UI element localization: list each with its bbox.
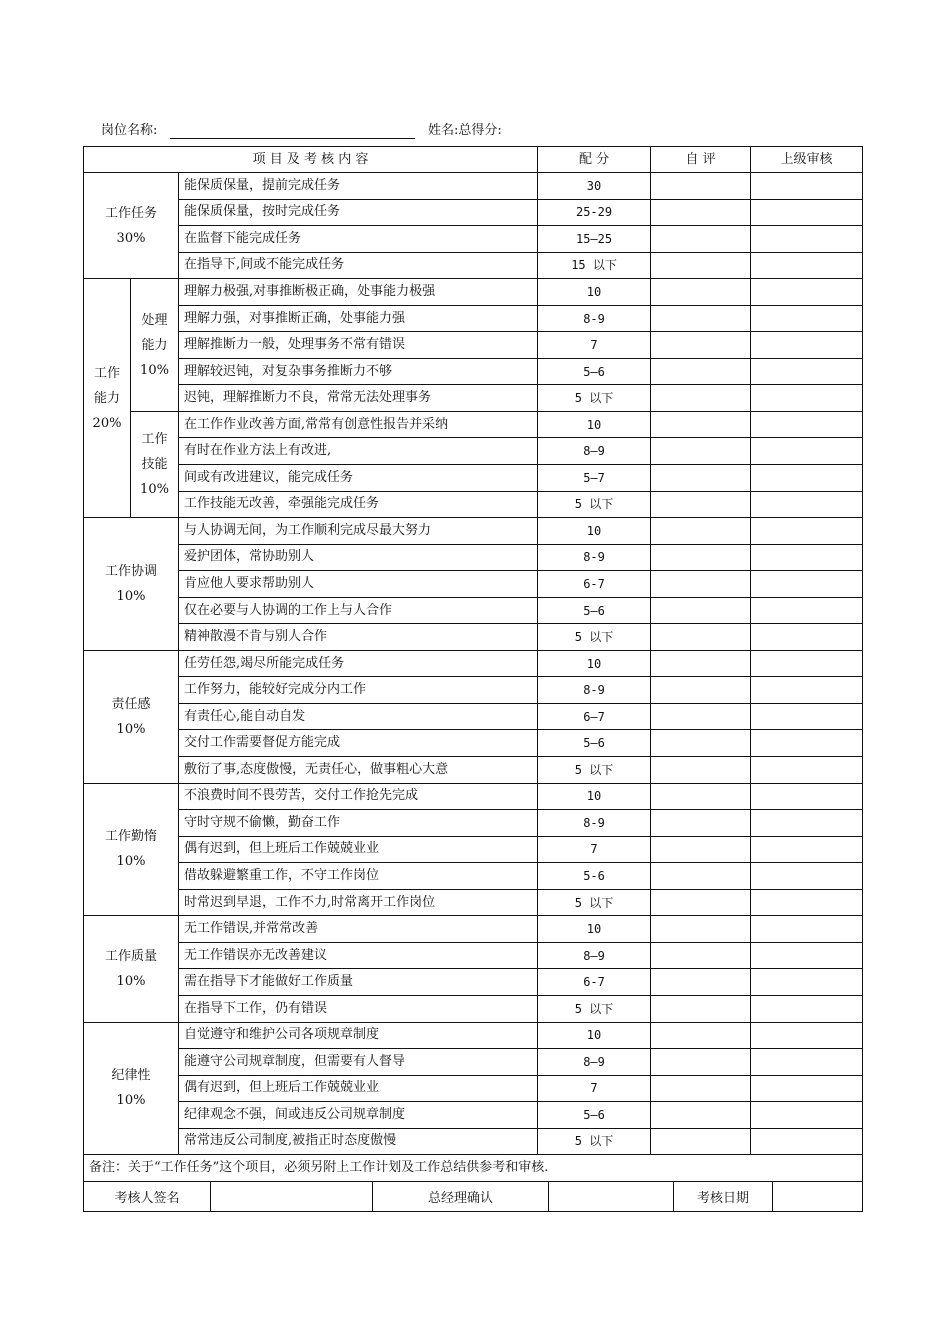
score-range: 5 以下 (538, 491, 651, 518)
table-row (84, 173, 863, 200)
criterion-text: 不浪费时间不畏劳苦，交付工作抢先完成 (179, 783, 538, 810)
score-range: 25-29 (538, 199, 651, 226)
supervisor-review-cell[interactable] (751, 1049, 863, 1076)
criterion-text: 守时守规不偷懒，勤奋工作 (179, 810, 538, 837)
assessor-sign-field[interactable] (211, 1182, 373, 1212)
score-range: 15—25 (538, 226, 651, 253)
criterion-text: 时常迟到早退，工作不力,时常离开工作岗位 (179, 889, 538, 916)
header-score: 配 分 (538, 147, 651, 173)
signature-row (84, 1182, 863, 1212)
supervisor-review-cell[interactable] (751, 757, 863, 784)
score-range: 15 以下 (538, 252, 651, 279)
score-range: 6-7 (538, 571, 651, 598)
subcategory-skill (131, 411, 179, 517)
criterion-text: 偶有迟到，但上班后工作兢兢业业 (179, 836, 538, 863)
supervisor-review-cell[interactable] (751, 889, 863, 916)
table-row (84, 332, 863, 359)
category-responsibility-text: 10% (116, 721, 146, 737)
supervisor-review-cell[interactable] (751, 571, 863, 598)
score-range: 8—9 (538, 1049, 651, 1076)
table-header-row (84, 147, 863, 173)
subcategory-handling-text: 10% (140, 362, 169, 378)
category-coordination (84, 518, 179, 651)
category-quality-text: 工作质量 (104, 948, 157, 964)
position-name-underline (170, 138, 415, 139)
table-row (84, 252, 863, 279)
supervisor-review-cell[interactable] (751, 173, 863, 200)
supervisor-review-cell[interactable] (751, 252, 863, 279)
criterion-text: 与人协调无间，为工作顺利完成尽最大努力 (179, 518, 538, 545)
table-row (84, 279, 863, 306)
self-eval-cell[interactable] (651, 571, 751, 598)
criterion-text: 在指导下,间或不能完成任务 (179, 252, 538, 279)
supervisor-review-cell[interactable] (751, 465, 863, 492)
category-discipline-text: 10% (116, 1093, 146, 1109)
gm-confirm-label: 总经理确认 (373, 1182, 549, 1212)
score-range: 7 (538, 1075, 651, 1102)
category-ability-text: 能力 (93, 390, 120, 406)
score-range: 10 (538, 916, 651, 943)
table-row (84, 889, 863, 916)
score-range: 5 以下 (538, 889, 651, 916)
table-row (84, 465, 863, 492)
signature-table (83, 1181, 863, 1212)
category-coordination-text: 工作协调 (104, 563, 157, 579)
criterion-text: 理解较迟钝，对复杂事务推断力不够 (179, 358, 538, 385)
table-row (84, 438, 863, 465)
table-row (84, 597, 863, 624)
criterion-text: 无工作错误,并常常改善 (179, 916, 538, 943)
position-name-label: 岗位名称: (101, 123, 158, 138)
table-row (84, 916, 863, 943)
table-row (84, 730, 863, 757)
self-eval-cell[interactable] (651, 730, 751, 757)
supervisor-review-cell[interactable] (751, 836, 863, 863)
criterion-text: 理解推断力一般，处理事务不常有错误 (179, 332, 538, 359)
self-eval-cell[interactable] (651, 677, 751, 704)
supervisor-review-cell[interactable] (751, 863, 863, 890)
self-eval-cell[interactable] (651, 624, 751, 651)
criterion-text: 交付工作需要督促方能完成 (179, 730, 538, 757)
self-eval-cell[interactable] (651, 916, 751, 943)
self-eval-cell[interactable] (651, 889, 751, 916)
supervisor-review-cell[interactable] (751, 703, 863, 730)
supervisor-review-cell[interactable] (751, 491, 863, 518)
criterion-text: 肯应他人要求帮助别人 (179, 571, 538, 598)
supervisor-review-cell[interactable] (751, 438, 863, 465)
score-range: 6-7 (538, 969, 651, 996)
table-row (84, 544, 863, 571)
assess-date-label: 考核日期 (674, 1182, 773, 1212)
category-discipline-text: 纪律性 (111, 1068, 151, 1084)
category-task-text: 工作任务 (104, 205, 157, 221)
supervisor-review-cell[interactable] (751, 916, 863, 943)
score-range: 10 (538, 783, 651, 810)
score-range: 8—9 (538, 942, 651, 969)
table-row (84, 624, 863, 651)
score-range: 8-9 (538, 677, 651, 704)
self-eval-cell[interactable] (651, 1102, 751, 1129)
criterion-text: 工作技能无改善，牵强能完成任务 (179, 491, 538, 518)
criterion-text: 无工作错误亦无改善建议 (179, 942, 538, 969)
supervisor-review-cell[interactable] (751, 1102, 863, 1129)
score-range: 10 (538, 1022, 651, 1049)
subcategory-handling-text: 能力 (141, 337, 168, 353)
criterion-text: 任劳任怨,竭尽所能完成任务 (179, 650, 538, 677)
score-range: 5 以下 (538, 1128, 651, 1155)
subcategory-handling-text: 处理 (141, 312, 168, 328)
supervisor-review-cell[interactable] (751, 969, 863, 996)
table-row (84, 969, 863, 996)
score-range: 5 以下 (538, 995, 651, 1022)
self-eval-cell[interactable] (651, 518, 751, 545)
table-row (84, 1128, 863, 1155)
note-text: 备注：关于“工作任务”这个项目，必须另附上工作计划及工作总结供参考和审核. (84, 1155, 863, 1182)
table-row (84, 1049, 863, 1076)
criterion-text: 理解力极强,对事推断极正确，处事能力极强 (179, 279, 538, 306)
table-row (84, 783, 863, 810)
table-row (84, 305, 863, 332)
supervisor-review-cell[interactable] (751, 411, 863, 438)
table-row (84, 995, 863, 1022)
supervisor-review-cell[interactable] (751, 332, 863, 359)
self-eval-cell[interactable] (651, 544, 751, 571)
criterion-text: 在工作作业改善方面,常常有创意性报告并采纳 (179, 411, 538, 438)
criterion-text: 借故躲避繁重工作，不守工作岗位 (179, 863, 538, 890)
self-eval-cell[interactable] (651, 597, 751, 624)
score-range: 7 (538, 332, 651, 359)
criterion-text: 精神散漫不肯与别人合作 (179, 624, 538, 651)
table-row (84, 199, 863, 226)
self-eval-cell[interactable] (651, 1075, 751, 1102)
self-eval-cell[interactable] (651, 252, 751, 279)
self-eval-cell[interactable] (651, 438, 751, 465)
score-range: 5—6 (538, 597, 651, 624)
supervisor-review-cell[interactable] (751, 597, 863, 624)
self-eval-cell[interactable] (651, 465, 751, 492)
score-range: 5 以下 (538, 624, 651, 651)
self-eval-cell[interactable] (651, 358, 751, 385)
category-ability-text: 20% (92, 415, 122, 431)
self-eval-cell[interactable] (651, 969, 751, 996)
self-eval-cell[interactable] (651, 173, 751, 200)
table-row (84, 411, 863, 438)
self-eval-cell[interactable] (651, 332, 751, 359)
category-ability-text: 工作 (93, 365, 120, 381)
category-quality-text: 10% (116, 973, 146, 989)
subcategory-skill-text: 技能 (141, 457, 168, 473)
self-eval-cell[interactable] (651, 810, 751, 837)
self-eval-cell[interactable] (651, 757, 751, 784)
subcategory-skill-text: 10% (140, 482, 169, 498)
category-discipline (84, 1022, 179, 1155)
score-range: 5 以下 (538, 385, 651, 412)
category-task (84, 173, 179, 279)
category-diligence (84, 783, 179, 916)
assessor-sign-label: 考核人签名 (84, 1182, 211, 1212)
supervisor-review-cell[interactable] (751, 305, 863, 332)
supervisor-review-cell[interactable] (751, 677, 863, 704)
score-range: 8-9 (538, 305, 651, 332)
criterion-text: 能保质保量，按时完成任务 (179, 199, 538, 226)
self-eval-cell[interactable] (651, 650, 751, 677)
supervisor-review-cell[interactable] (751, 1128, 863, 1155)
self-eval-cell[interactable] (651, 226, 751, 253)
category-ability (84, 279, 131, 518)
table-row (84, 863, 863, 890)
header-content: 项 目 及 考 核 内 容 (84, 147, 538, 173)
table-row (84, 677, 863, 704)
score-range: 10 (538, 650, 651, 677)
self-eval-cell[interactable] (651, 783, 751, 810)
note-row (84, 1155, 863, 1182)
table-row (84, 571, 863, 598)
supervisor-review-cell[interactable] (751, 810, 863, 837)
category-responsibility (84, 650, 179, 783)
gm-confirm-field[interactable] (549, 1182, 674, 1212)
score-range: 5—6 (538, 358, 651, 385)
category-diligence-text: 工作勤惰 (104, 829, 157, 845)
table-row (84, 810, 863, 837)
supervisor-review-cell[interactable] (751, 783, 863, 810)
supervisor-review-cell[interactable] (751, 624, 863, 651)
supervisor-review-cell[interactable] (751, 385, 863, 412)
score-range: 8-9 (538, 544, 651, 571)
score-range: 5—7 (538, 465, 651, 492)
table-row (84, 385, 863, 412)
header-supervisor: 上级审核 (751, 147, 863, 173)
score-range: 10 (538, 411, 651, 438)
criterion-text: 爱护团体，常协助别人 (179, 544, 538, 571)
score-range: 5-6 (538, 863, 651, 890)
score-range: 8—9 (538, 438, 651, 465)
subcategory-skill-text: 工作 (141, 432, 168, 448)
header-self-eval: 自 评 (651, 147, 751, 173)
self-eval-cell[interactable] (651, 305, 751, 332)
assess-date-field[interactable] (773, 1182, 863, 1212)
score-range: 5—6 (538, 1102, 651, 1129)
self-eval-cell[interactable] (651, 1128, 751, 1155)
score-range: 5 以下 (538, 757, 651, 784)
criterion-text: 在指导下工作，仍有错误 (179, 995, 538, 1022)
self-eval-cell[interactable] (651, 836, 751, 863)
score-range: 10 (538, 518, 651, 545)
supervisor-review-cell[interactable] (751, 518, 863, 545)
table-row (84, 942, 863, 969)
category-quality (84, 916, 179, 1022)
assessment-table (83, 146, 863, 1182)
category-coordination-text: 10% (116, 588, 146, 604)
category-responsibility-text: 责任感 (111, 696, 151, 712)
table-row (84, 1102, 863, 1129)
criterion-text: 有时在作业方法上有改进, (179, 438, 538, 465)
score-range: 7 (538, 836, 651, 863)
self-eval-cell[interactable] (651, 863, 751, 890)
criterion-text: 纪律观念不强，间或违反公司规章制度 (179, 1102, 538, 1129)
supervisor-review-cell[interactable] (751, 942, 863, 969)
category-task-text: 30% (116, 230, 146, 246)
criterion-text: 能保质保量，提前完成任务 (179, 173, 538, 200)
subcategory-handling (131, 279, 179, 412)
supervisor-review-cell[interactable] (751, 199, 863, 226)
score-range: 8-9 (538, 810, 651, 837)
name-total-score-label: 姓名:总得分: (428, 123, 502, 138)
supervisor-review-cell[interactable] (751, 544, 863, 571)
self-eval-cell[interactable] (651, 279, 751, 306)
supervisor-review-cell[interactable] (751, 1022, 863, 1049)
criterion-text: 在监督下能完成任务 (179, 226, 538, 253)
supervisor-review-cell[interactable] (751, 1075, 863, 1102)
criterion-text: 自觉遵守和维护公司各项规章制度 (179, 1022, 538, 1049)
criterion-text: 有责任心,能自动自发 (179, 703, 538, 730)
criterion-text: 能遵守公司规章制度，但需要有人督导 (179, 1049, 538, 1076)
criterion-text: 敷衍了事,态度傲慢，无责任心，做事粗心大意 (179, 757, 538, 784)
self-eval-cell[interactable] (651, 703, 751, 730)
score-range: 6—7 (538, 703, 651, 730)
supervisor-review-cell[interactable] (751, 730, 863, 757)
criterion-text: 理解力强，对事推断正确，处事能力强 (179, 305, 538, 332)
table-row (84, 650, 863, 677)
score-range: 10 (538, 279, 651, 306)
criterion-text: 间或有改进建议，能完成任务 (179, 465, 538, 492)
table-row (84, 1075, 863, 1102)
table-row (84, 703, 863, 730)
table-row (84, 1022, 863, 1049)
self-eval-cell[interactable] (651, 385, 751, 412)
table-row (84, 358, 863, 385)
supervisor-review-cell[interactable] (751, 650, 863, 677)
self-eval-cell[interactable] (651, 411, 751, 438)
table-row (84, 757, 863, 784)
self-eval-cell[interactable] (651, 1022, 751, 1049)
supervisor-review-cell[interactable] (751, 995, 863, 1022)
criterion-text: 偶有迟到，但上班后工作兢兢业业 (179, 1075, 538, 1102)
criterion-text: 仅在必要与人协调的工作上与人合作 (179, 597, 538, 624)
table-row (84, 491, 863, 518)
supervisor-review-cell[interactable] (751, 226, 863, 253)
score-range: 30 (538, 173, 651, 200)
table-row (84, 518, 863, 545)
self-eval-cell[interactable] (651, 995, 751, 1022)
table-row (84, 226, 863, 253)
criterion-text: 工作努力，能较好完成分内工作 (179, 677, 538, 704)
criterion-text: 迟钝，理解推断力不良，常常无法处理事务 (179, 385, 538, 412)
supervisor-review-cell[interactable] (751, 358, 863, 385)
self-eval-cell[interactable] (651, 942, 751, 969)
category-diligence-text: 10% (116, 854, 146, 870)
self-eval-cell[interactable] (651, 491, 751, 518)
criterion-text: 常常违反公司制度,被指正时态度傲慢 (179, 1128, 538, 1155)
table-row (84, 836, 863, 863)
assessment-body (84, 147, 863, 1182)
criterion-text: 需在指导下才能做好工作质量 (179, 969, 538, 996)
supervisor-review-cell[interactable] (751, 279, 863, 306)
self-eval-cell[interactable] (651, 1049, 751, 1076)
self-eval-cell[interactable] (651, 199, 751, 226)
score-range: 5—6 (538, 730, 651, 757)
